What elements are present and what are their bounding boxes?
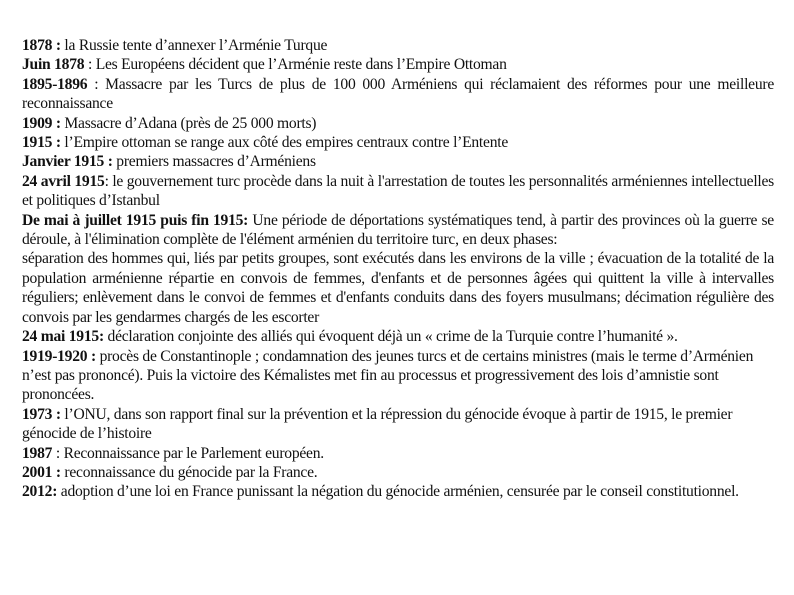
entry-date: 1915 :: [22, 134, 61, 152]
entry-text: déclaration conjointe des alliés qui évoquent déjà un « crime de la Turquie contre l’humanité ».: [103, 328, 678, 346]
entry-text: séparation des hommes qui, liés par petits groupes, sont exécutés dans les environs de la ville ; évacuation de la totalité de la population arménienne répartie en convois de femmes, d'enfants et de personnes âgées qui quittent la ville à intervalles réguliers; enlèvement dans le convoi de femmes et d'enfants conduits dans des foyers musulmans; décimation régulière des convois par les gendarmes chargés de les escorter: [22, 250, 774, 326]
timeline-entry-2001: [22, 463, 774, 482]
timeline-entry-1973: [22, 405, 774, 444]
entry-text: adoption d’une loi en France punissant la négation du génocide arménien, censurée par le conseil constitutionnel.: [57, 483, 739, 501]
entry-text: l’Empire ottoman se range aux côté des empires centraux contre l’Entente: [60, 134, 508, 152]
timeline-entry-1987: [22, 444, 774, 463]
entry-date: 2001 :: [22, 463, 61, 481]
deportation-phases-paragraph: [22, 249, 774, 327]
entry-date: Janvier 1915 :: [22, 153, 113, 171]
entry-date: 1987: [22, 444, 53, 462]
timeline-entry-juin-1878: [22, 55, 774, 74]
entry-date: 1919-1920 :: [22, 347, 96, 365]
entry-text: la Russie tente d’annexer l’Arménie Turque: [60, 37, 328, 54]
entry-date: 1909 :: [22, 114, 61, 132]
entry-text: premiers massacres d’Arméniens: [112, 153, 316, 171]
entry-text: : Les Européens décident que l’Arménie reste dans l’Empire Ottoman: [84, 56, 507, 74]
entry-text: : Reconnaissance par le Parlement européen.: [52, 444, 324, 462]
timeline-entry-mai-juillet-1915: [22, 211, 774, 250]
timeline-entry-1909: [22, 114, 774, 133]
timeline-entry-1919-1920: [22, 347, 774, 405]
timeline-entry-1895-1896: [22, 75, 774, 114]
timeline-entry-24-mai-1915: [22, 327, 774, 346]
entry-date: Juin 1878: [22, 56, 85, 74]
entry-text: Massacre d’Adana (près de 25 000 morts): [60, 114, 317, 132]
entry-text: : Massacre par les Turcs de plus de 100 000 Arméniens qui réclamaient des réformes pour une meilleure reconnaissance: [22, 75, 774, 113]
entry-text: procès de Constantinople ; condamnation des jeunes turcs et de certains ministres (mais le terme d’Arménien n’est pas prononcé). Puis la victoire des Kémalistes met fin au processus et progressivement des lois d’amnistie sont prononcées.: [22, 347, 754, 404]
entry-text: : le gouvernement turc procède dans la nuit à l'arrestation de toutes les personnalités arméniennes intellectuelles et politiques d’Istanbul: [22, 172, 774, 210]
entry-date: 1973 :: [22, 405, 61, 423]
timeline-entry-2012: [22, 482, 774, 501]
entry-text: Une période de déportations systématiques tend, à partir des provinces où la guerre se déroule, à l'élimination complète de l'élément arménien du territoire turc, en deux phases:: [22, 211, 774, 249]
entry-date: De mai à juillet 1915 puis fin 1915:: [22, 211, 249, 229]
entry-text: reconnaissance du génocide par la France.: [60, 463, 318, 481]
timeline-document: [22, 36, 774, 502]
timeline-entry-24-avril-1915: [22, 172, 774, 211]
entry-date: 2012:: [22, 483, 58, 501]
entry-date: 24 avril 1915: [22, 172, 105, 190]
entry-date: 1878 :: [22, 37, 61, 54]
timeline-entry-janvier-1915: [22, 152, 774, 171]
entry-date: 24 mai 1915:: [22, 328, 104, 346]
entry-text: l’ONU, dans son rapport final sur la prévention et la répression du génocide évoque à partir de 1915, le premier génocide de l’histoire: [22, 405, 733, 443]
entry-date: 1895-1896: [22, 75, 88, 93]
timeline-entry-1878: [22, 36, 774, 55]
timeline-entry-1915: [22, 133, 774, 152]
